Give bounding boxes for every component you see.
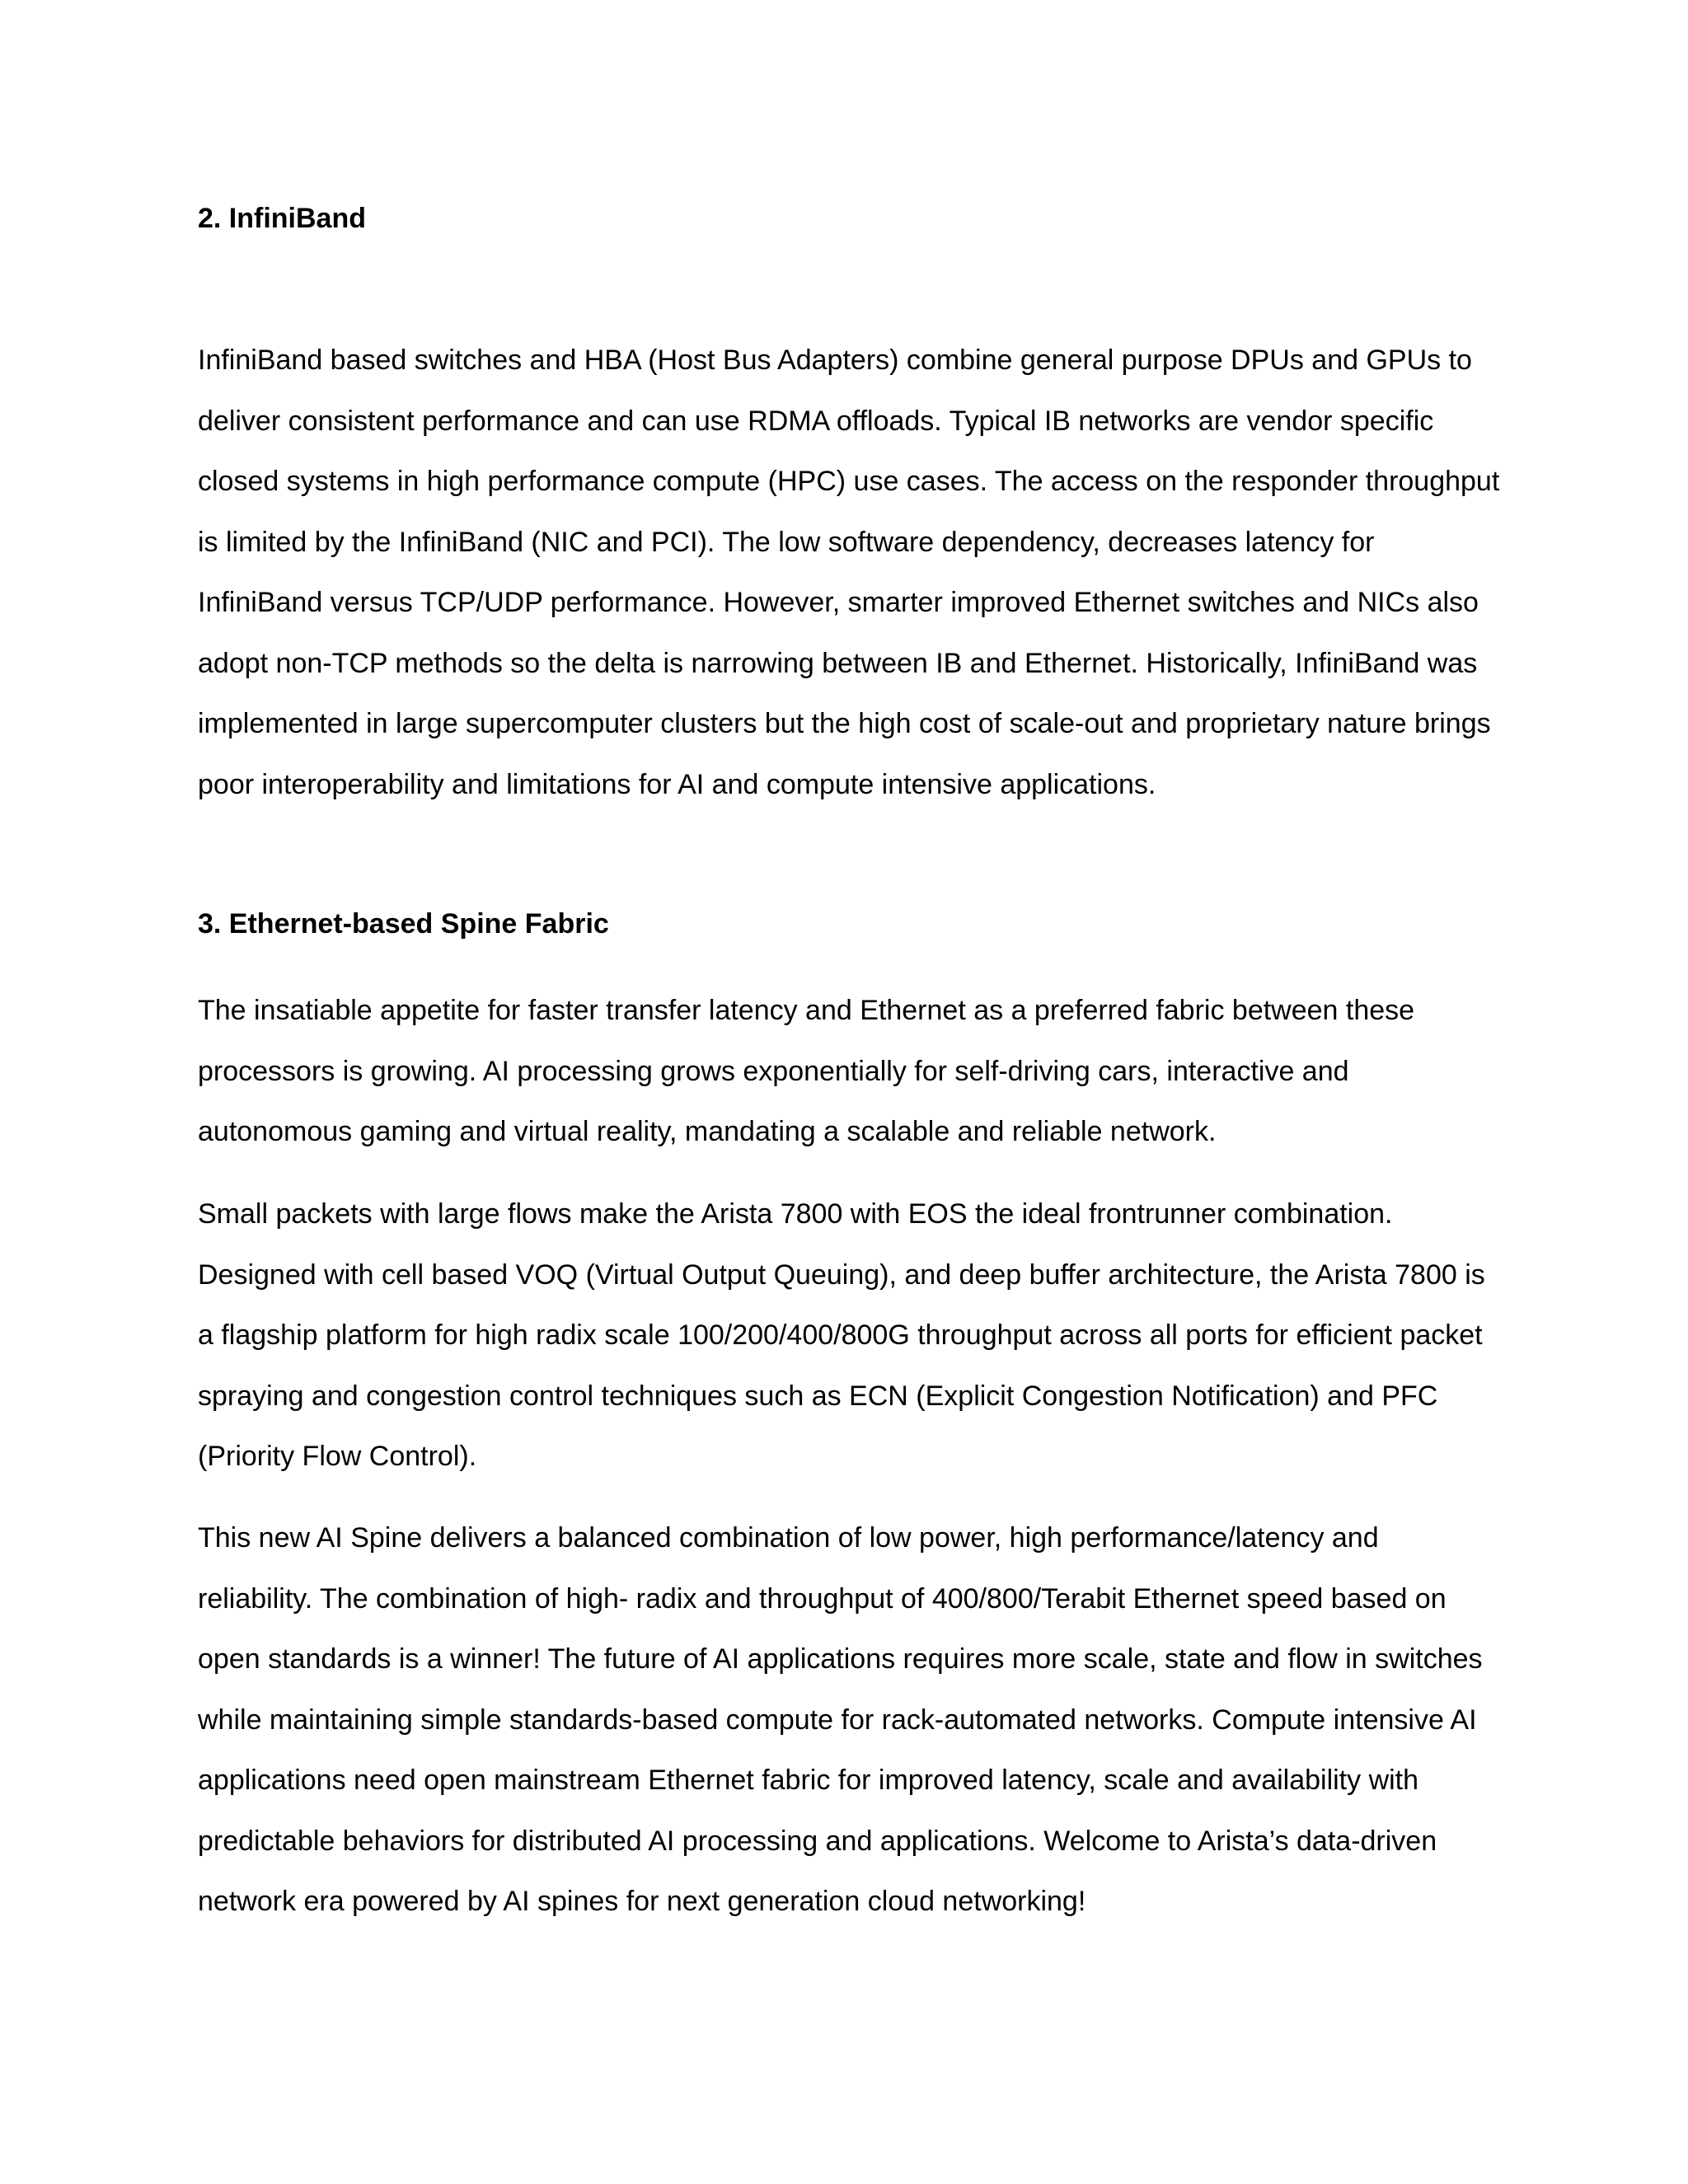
ethernet-paragraph-1 [198, 981, 1500, 1163]
ethernet-paragraph-2-text: Small packets with large flows make the Arista 7800 with EOS the ideal frontrunner combination. Designed with cell based VOQ (Virtual Output Queuing), and deep buffer architecture, the Arista 7800 is a flagship platform for high radix scale 100/200/400/800G throughput across all ports for efficient packet spraying and congestion control techniques such as ECN (Explicit Congestion Notification) and PFC (Priority Flow Control). [198, 1198, 1485, 1472]
ethernet-paragraph-3-text: This new AI Spine delivers a balanced combination of low power, high performance/latency and reliability. The combination of high- radix and throughput of 400/800/Terabit Ethernet speed based on open standards is a winner! The future of AI applications requires more scale, state and flow in switches while maintaining simple standards-based compute for rack-automated networks. Compute intensive AI applications need open mainstream Ethernet fabric for improved latency, scale and availability with predictable behaviors for distributed AI processing and applications. Welcome to Arista’s data-driven network era powered by AI spines for next generation cloud networking! [198, 1522, 1483, 1917]
infiniband-heading: 2. InfiniBand [198, 203, 366, 234]
infiniband-paragraph-text: InfiniBand based switches and HBA (Host Bus Adapters) combine general purpose DPUs and GPUs to deliver consistent performance and can use RDMA offloads. Typical IB networks are vendor specific closed systems in high performance compute (HPC) use cases. The access on the responder throughput is limited by the InfiniBand (NIC and PCI). The low software dependency, decreases latency for InfiniBand versus TCP/UDP performance. However, smarter improved Ethernet switches and NICs also adopt non-TCP methods so the delta is narrowing between IB and Ethernet. Historically, InfiniBand was implemented in large supercomputer clusters but the high cost of scale-out and proprietary nature brings poor interoperability and limitations for AI and compute intensive applications. [198, 344, 1500, 800]
ethernet-paragraph-2 [198, 1184, 1500, 1488]
infiniband-paragraph [198, 330, 1500, 815]
ethernet-paragraph-3 [198, 1508, 1500, 1933]
ethernet-paragraph-1-text: The insatiable appetite for faster transfer latency and Ethernet as a preferred fabric between these processors is growing. AI processing grows exponentially for self-driving cars, interactive and autonomous gaming and virtual reality, mandating a scalable and reliable network. [198, 995, 1415, 1147]
ethernet-heading: 3. Ethernet-based Spine Fabric [198, 908, 609, 940]
